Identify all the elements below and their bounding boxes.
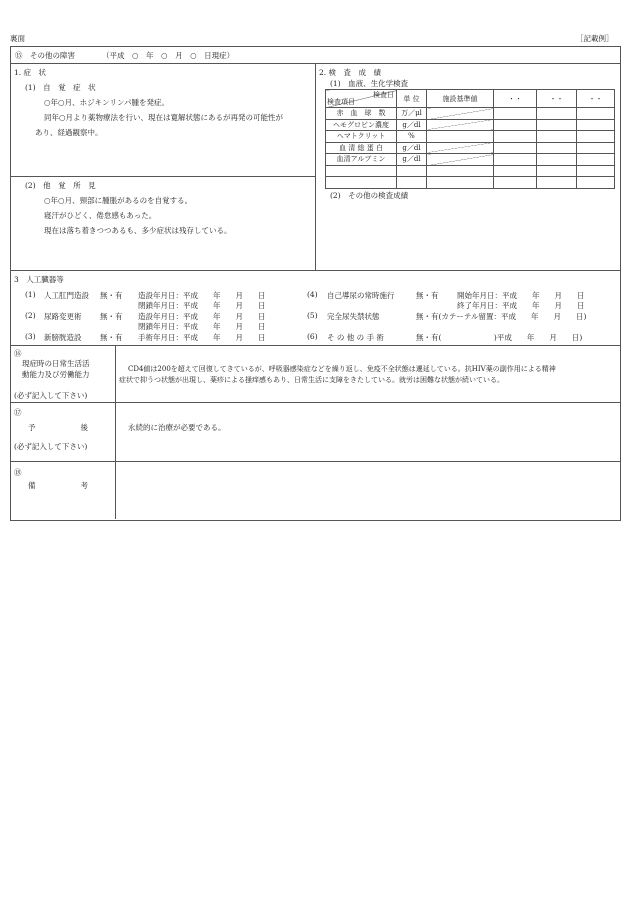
- s18-label: 備 考: [28, 481, 88, 490]
- item-date: 閉鎖年月日：平成 年 月 日: [138, 322, 266, 331]
- subjective-label: (1) 自 覚 症 状: [25, 83, 96, 92]
- item-num: (1): [25, 290, 36, 299]
- s17-label: 予 後: [28, 423, 88, 432]
- item-num: (2): [25, 311, 36, 320]
- item-date: 手術年月日：平成 年 月 日: [138, 333, 266, 342]
- item-name: 人工肛門造設: [44, 291, 89, 300]
- item-name: 完全尿失禁状態: [327, 312, 380, 321]
- s17-note: (必ず記入して下さい): [14, 442, 88, 451]
- item-option: 無・有: [416, 291, 439, 300]
- s16-text: CD4値は200を超えて回復してきているが、呼吸器感染症などを繰り返し、免疫不全状態は遷延している。抗HIV薬の副作用による精神: [128, 365, 556, 373]
- s16-text: 症状で抑うつ状態が出現し、薬疹による掻痒感もあり、日常生活に支障をきたしている。就労は困難な状態が続いている。: [119, 376, 504, 384]
- item-option: 無・有: [100, 333, 123, 342]
- lab-row: [326, 177, 615, 189]
- objective-line: ○年○月、頸部に腫脹があるのを自覚する。: [44, 196, 193, 205]
- s2-title: 2. 検 査 成 績: [319, 68, 382, 77]
- lab-row: 血 清 総 蛋 白 g／dl: [326, 142, 615, 154]
- objective-label: (2) 他 覚 所 見: [25, 181, 96, 190]
- item-num: (5): [307, 311, 318, 320]
- item-name: 自己導尿の常時施行: [327, 291, 395, 300]
- item-num: (6): [307, 332, 318, 341]
- item-date: 終了年月日：平成 年 月 日: [457, 301, 585, 310]
- side-label: 裏面: [10, 34, 25, 43]
- objective-line: 現在は落ち着きつつあるも、多少症状は残存している。: [44, 226, 232, 235]
- lab-row: [326, 165, 615, 177]
- subjective-line: あり、経過観察中。: [35, 128, 103, 137]
- s1-title: 1. 症 状: [14, 68, 47, 77]
- s16-note: (必ず記入して下さい): [14, 391, 88, 400]
- item-num: (4): [307, 290, 318, 299]
- lab-row: ヘモグロビン濃度 g／dl: [326, 119, 615, 131]
- item-date: 造設年月日：平成 年 月 日: [138, 291, 266, 300]
- lab-row: ヘマトクリット %: [326, 131, 615, 143]
- item-option: 無・有(カテーテル留置：平成 年 月 日): [416, 312, 587, 321]
- lab-table: 検査日 検査項目 単 位 施設基準値 ・・ ・・ ・・ 赤 血 球 数 万／μl ヘモグロビン濃度 g／dl ヘマトクリット % 血 清 総 蛋 白 g／dl 血清アルブミン g／dl: [325, 89, 615, 189]
- item-name: 新膀胱造設: [44, 333, 82, 342]
- item-num: (3): [25, 332, 36, 341]
- item-option: 無・有: [100, 312, 123, 321]
- s17-num: ⑰: [14, 408, 22, 417]
- subjective-line: ○年○月、ホジキンリンパ腫を発症。: [44, 98, 169, 107]
- item-option: 無・有( )平成 年 月 日): [416, 333, 583, 342]
- item-date: 閉鎖年月日：平成 年 月 日: [138, 301, 266, 310]
- example-label: ［記載例］: [576, 34, 614, 43]
- item-date: 開始年月日：平成 年 月 日: [457, 291, 585, 300]
- item-date: 造設年月日：平成 年 月 日: [138, 312, 266, 321]
- s15-title: ⑮ その他の障害: [15, 51, 75, 60]
- s2-sub1: (1) 血液、生化学検査: [330, 79, 409, 88]
- s16-num: ⑯: [14, 349, 22, 358]
- s17-text: 永続的に治療が必要である。: [128, 423, 226, 432]
- lab-row: 血清アルブミン g／dl: [326, 154, 615, 166]
- objective-line: 寝汗がひどく、倦怠感もあった。: [44, 211, 157, 220]
- item-option: 無・有: [100, 291, 123, 300]
- lab-row: 赤 血 球 数 万／μl: [326, 108, 615, 120]
- item-name: 尿路変更術: [44, 312, 82, 321]
- s2-sub2: (2) その他の検査成績: [330, 191, 409, 200]
- s3-title: 3 人工臓器等: [14, 275, 64, 284]
- s16-label: 現症時の日常生活活: [22, 359, 90, 368]
- s18-num: ⑱: [14, 468, 22, 477]
- s16-label: 動能力及び労働能力: [22, 370, 90, 379]
- subjective-line: 同年○月より薬物療法を行い、現在は寛解状態にあるが再発の可能性が: [44, 113, 284, 122]
- item-name: そ の 他 の 手 術: [327, 333, 384, 342]
- s15-date: （平成 ○ 年 ○ 月 ○ 日現症）: [102, 51, 235, 60]
